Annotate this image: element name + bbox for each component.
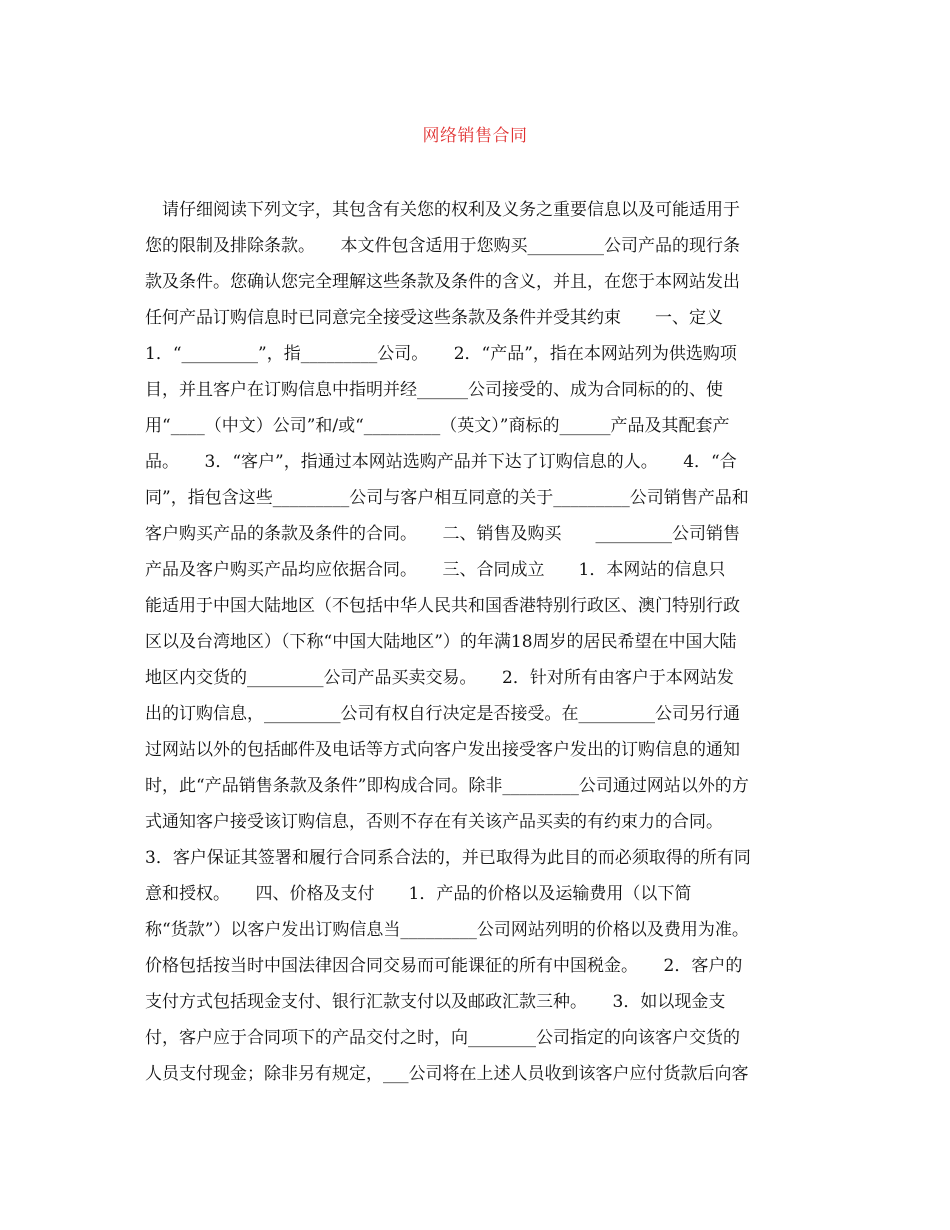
body-line: 式通知客户接受该订购信息，否则不存在有关该产品买卖的有约束力的合同。 [145,812,723,832]
body-line: 能适用于中国大陆地区（不包括中华人民共和国香港特别行政区、澳门特别行政 [145,596,740,616]
body-line: 地区内交货的_________公司产品买卖交易。 2．针对所有由客户于本网站发 [145,668,734,688]
body-line: 3．客户保证其签署和履行合同系合法的，并已取得为此目的而必须取得的所有同 [145,848,751,868]
body-line: 称“货款”）以客户发出订购信息当_________公司网站列明的价格以及费用为准。 [145,920,749,940]
body-line: 请仔细阅读下列文字，其包含有关您的权利及义务之重要信息以及可能适用于 [145,200,740,220]
document-title: 网络销售合同 [422,126,528,146]
body-line: 品。 3．“客户”，指通过本网站选购产品并下达了订购信息的人。 4．“合 [145,452,737,472]
body-line: 款及条件。您确认您完全理解这些条款及条件的含义，并且，在您于本网站发出 [145,272,740,292]
body-line: 用“____（中文）公司”和/或“_________（英文）”商标的______产品及其配套产 [145,416,730,436]
body-line: 您的限制及排除条款。 本文件包含适用于您购买_________公司产品的现行条 [145,236,740,256]
body-line: 意和授权。 四、价格及支付 1．产品的价格以及运输费用（以下简 [145,884,692,904]
body-line: 任何产品订购信息时已同意完全接受这些条款及条件并受其约束 一、定义 [145,308,723,328]
body-line: 同”，指包含这些_________公司与客户相互同意的关于_________公司销售产品和 [145,488,749,508]
body-line: 付，客户应于合同项下的产品交付之时，向________公司指定的向该客户交货的 [145,1028,740,1048]
body-line: 客户购买产品的条款及条件的合同。 二、销售及购买 _________公司销售 [145,524,740,544]
body-line: 目，并且客户在订购信息中指明并经______公司接受的、成为合同标的的、使 [145,380,723,400]
body-line: 人员支付现金；除非另有规定，___公司将在上述人员收到该客户应付货款后向客 [145,1064,749,1084]
body-line: 时，此“产品销售条款及条件”即构成合同。除非_________公司通过网站以外的方 [145,776,749,796]
body-line: 价格包括按当时中国法律因合同交易而可能课征的所有中国税金。 2．客户的 [145,956,743,976]
body-line: 过网站以外的包括邮件及电话等方式向客户发出接受客户发出的订购信息的通知 [145,740,740,760]
body-line: 产品及客户购买产品均应依据合同。 三、合同成立 1．本网站的信息只 [145,560,726,580]
document-body [145,192,809,1092]
body-line: 区以及台湾地区）（下称“中国大陆地区”）的年满18周岁的居民希望在中国大陆 [145,632,737,652]
body-line: 1．“_________”，指_________公司。 2．“产品”，指在本网站列为供选购项 [145,344,737,364]
body-line: 支付方式包括现金支付、银行汇款支付以及邮政汇款三种。 3．如以现金支 [145,992,726,1012]
body-line: 出的订购信息，_________公司有权自行决定是否接受。在_________公司另行通 [145,704,740,724]
